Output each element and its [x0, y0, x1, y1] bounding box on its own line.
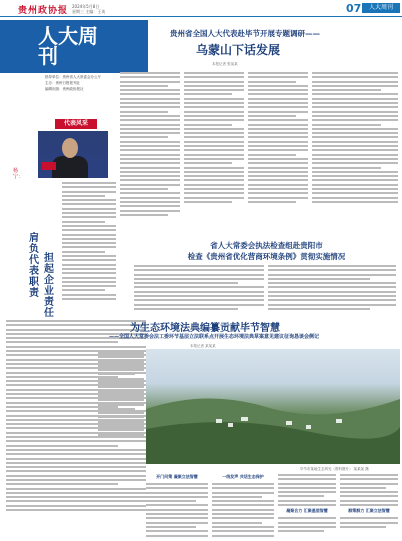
eco-lead-text — [98, 352, 144, 447]
mid-column-2 — [268, 265, 396, 315]
eco-photo — [146, 349, 400, 464]
masthead-logo: 贵州政协报 — [18, 6, 69, 16]
editor-line: 星期三 主编：王英 — [72, 9, 106, 14]
mid-column-1 — [134, 265, 264, 315]
eco-subtitle: ——全国人大常委会法工委环节基层立法联系点开展生态环境法典草案意见建议征询恳谈会侧记 — [108, 334, 319, 340]
note-line: 编辑出版：贵州政协报社 — [45, 87, 84, 91]
lead-kicker: 贵州省全国人大代表赴毕节开展专题调研—— — [170, 29, 320, 38]
profile-name: 杨宁： — [13, 168, 24, 180]
lead-column-2 — [184, 72, 244, 232]
page-number: 07 — [346, 2, 362, 15]
column-label: 代表风采 — [55, 119, 97, 129]
mid-title-line-2: 检查《贵州省优化营商环境条例》贯彻实施情况 — [187, 252, 346, 261]
note-line: 主办：贵州日报报刊社 — [45, 81, 80, 85]
date-line: 2024年5月8日 — [72, 4, 100, 9]
profile-column-a — [62, 182, 116, 317]
lead-headline: 乌蒙山下话发展 — [196, 43, 281, 57]
lead-column-3 — [248, 72, 308, 232]
note-line: 指导单位：贵州省人大常委会办公厅 — [45, 75, 101, 79]
portrait-badge — [42, 162, 56, 170]
eco-col-1 — [146, 474, 208, 539]
eco-subhead: 群策群力 汇聚立法智慧 — [348, 508, 390, 514]
eco-col-3 — [278, 474, 336, 535]
eco-title: 为生态环境法典编纂贡献毕节智慧 — [130, 323, 280, 334]
portrait-face — [62, 138, 78, 158]
profile-title-1: 肩负代表职责 — [29, 233, 39, 299]
eco-col-2 — [212, 474, 274, 539]
section-tag: 人大周刊 — [362, 3, 400, 13]
header-rule — [0, 16, 402, 17]
portrait-suit — [52, 156, 88, 178]
lead-byline: 本报记者 张某某 — [212, 62, 238, 66]
mid-story-title — [134, 240, 399, 262]
eco-subhead: 凝聚合力 汇聚基层智慧 — [286, 508, 328, 514]
lead-column-1 — [120, 72, 180, 232]
profile-title-2: 担起企业责任 — [44, 253, 54, 319]
mid-title-line-1: 省人大常委会执法检查组赴贵阳市 — [210, 241, 323, 250]
issue-date — [72, 4, 105, 14]
eco-col-4 — [340, 474, 398, 530]
lead-column-4 — [312, 72, 398, 232]
eco-byline: 本报记者 某某某 — [190, 344, 216, 348]
brand-title: 人大周刊 — [38, 24, 98, 68]
photo-caption: 毕节市某地生态风光（资料图片） 某某某 摄 — [300, 467, 369, 471]
landscape-graphic — [146, 349, 400, 464]
eco-subhead: 一线发声 共话生态保护 — [222, 474, 264, 479]
eco-subhead: 开门问策 凝聚立法智慧 — [156, 474, 198, 479]
